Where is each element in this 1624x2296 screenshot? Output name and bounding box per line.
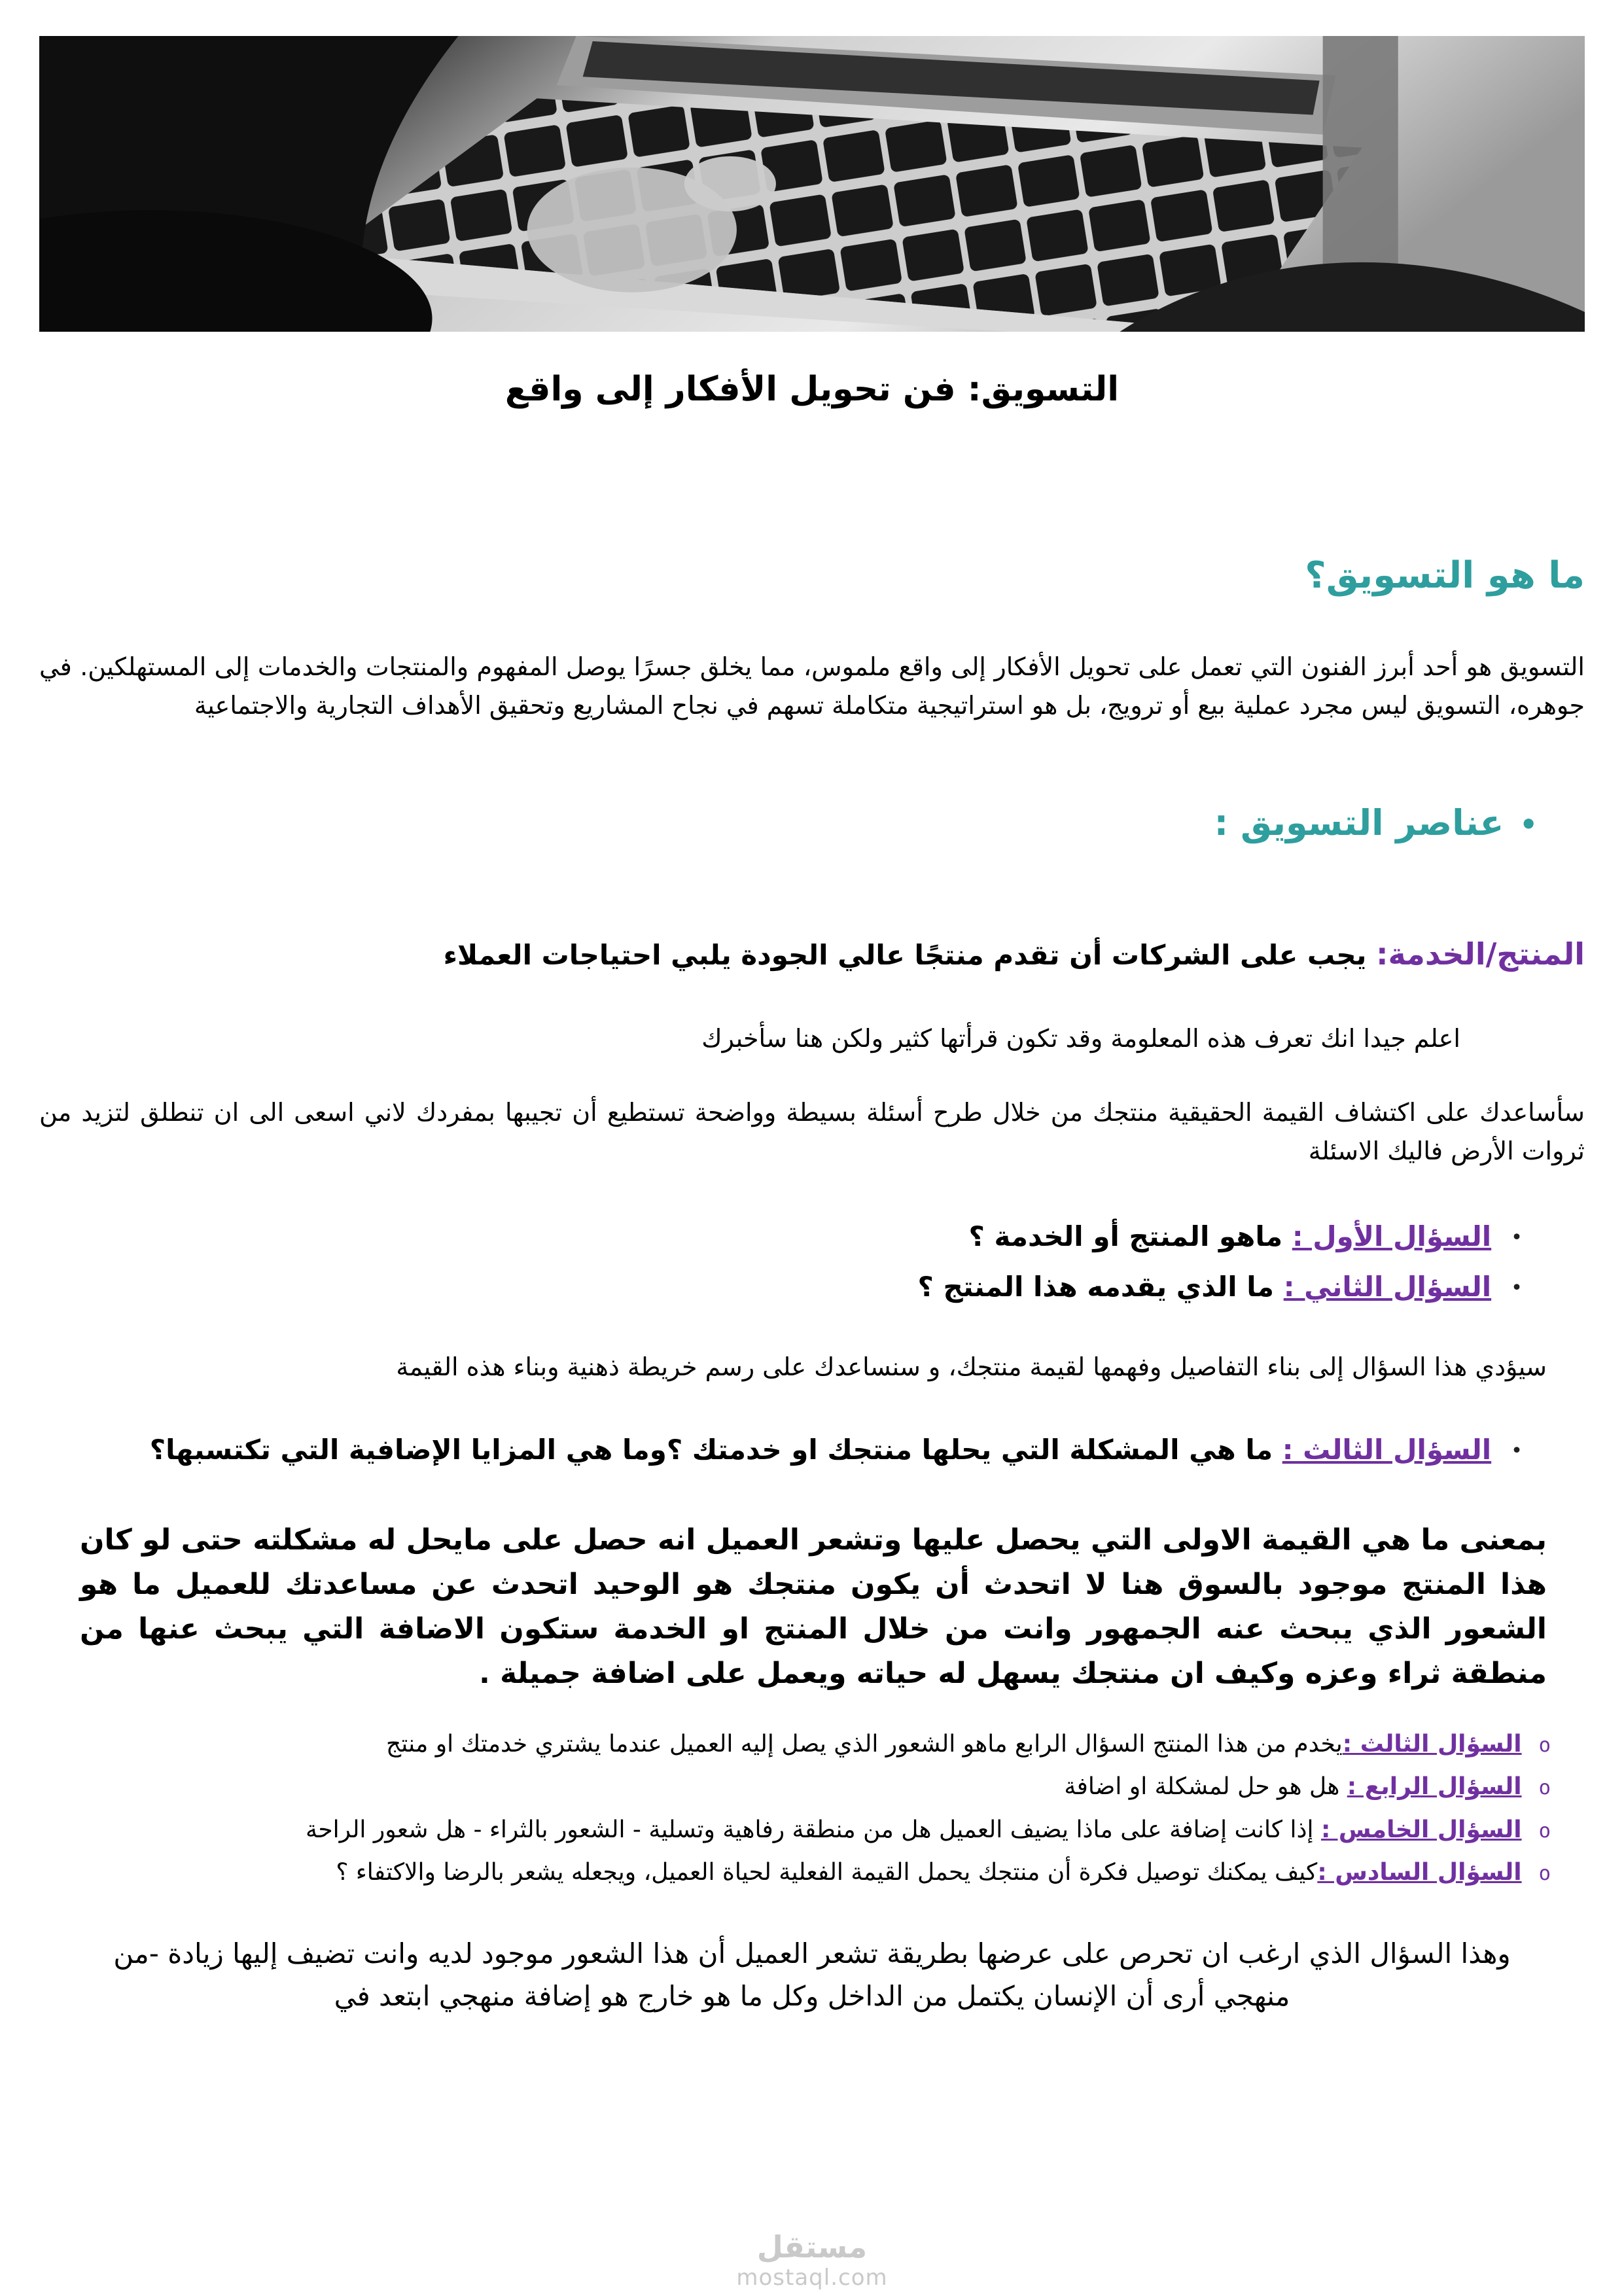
question-1-link[interactable]: السؤال الأول : bbox=[1292, 1220, 1492, 1252]
secondary-questions-list bbox=[39, 1725, 1585, 1892]
secondary-question-5-text: إذا كانت إضافة على ماذا يضيف العميل هل من منطقة رفاهية وتسلية - الشعور بالثراء - هل شعور الراحة bbox=[306, 1816, 1321, 1843]
bullet-icon: • bbox=[1511, 1226, 1523, 1249]
laptop-typing-photo bbox=[39, 36, 1585, 332]
product-service-label: المنتج/الخدمة: bbox=[1376, 936, 1585, 972]
secondary-question-6-link[interactable]: السؤال السادس : bbox=[1317, 1859, 1522, 1886]
question-1-text: ماهو المنتج أو الخدمة ؟ bbox=[968, 1220, 1292, 1252]
secondary-question-4-link[interactable]: السؤال الرابع : bbox=[1347, 1773, 1522, 1801]
question-2-text: ما الذي يقدمه هذا المنتج ؟ bbox=[917, 1270, 1284, 1303]
watermark-latin: mostaql.com bbox=[736, 2265, 888, 2291]
question-3-link[interactable]: السؤال الثالث : bbox=[1282, 1433, 1492, 1466]
marketing-elements-label: عناصر التسويق : bbox=[1214, 802, 1504, 843]
bullet-icon: • bbox=[1519, 809, 1538, 842]
list-item bbox=[39, 1811, 1551, 1849]
product-service-text: يجب على الشركات أن تقدم منتجًا عالي الجودة يلبي احتياجات العملاء bbox=[443, 938, 1377, 971]
third-question-list bbox=[39, 1428, 1585, 1471]
circle-bullet-icon: o bbox=[1538, 1776, 1551, 1800]
between-questions-note: سيؤدي هذا السؤال إلى بناء التفاصيل وفهمها لقيمة منتجك، و سنساعدك على رسم خريطة ذهنية وبناء هذه القيمة bbox=[396, 1352, 1547, 1381]
list-item bbox=[39, 1854, 1551, 1892]
value-explanation-paragraph: بمعنى ما هي القيمة الاولى التي يحصل عليها وتشعر العميل انه حصل على مايحل له مشكلته حتى لو كان هذا المنتج موجود بالسوق هنا لا اتحدث أن يكون منتجك هو الوحيد اتحدث عن مساعدتك للعميل ما هو الشعور الذي يبحث عنه الجمهور وانت من خلال المنتج او الخدمة ستكون الاضافة التي يبحث عنها من منطقة ثراء وعزه وكيف ان منتجك يسهل له حياته ويعمل على اضافة جميلة . bbox=[80, 1523, 1547, 1691]
help-intro-paragraph: سأساعدك على اكتشاف القيمة الحقيقية منتجك من خلال طرح أسئلة بسيطة وواضحة تستطيع أن تجيبها بمفردك لاني اسعى الى ان تنطلق لتزيد من ثروات الأرض فاليك الاسئلة bbox=[39, 1097, 1585, 1165]
question-3-text: ما هي المشكلة التي يحلها منتجك او خدمتك ؟وما هي المزايا الإضافية التي تكتسبها؟ bbox=[149, 1433, 1282, 1466]
product-service-line bbox=[39, 936, 1585, 972]
bullet-icon: • bbox=[1511, 1276, 1523, 1299]
secondary-question-5-link[interactable]: السؤال الخامس : bbox=[1320, 1816, 1522, 1843]
header-image bbox=[39, 36, 1585, 332]
secondary-question-6-text: كيف يمكنك توصيل فكرة أن منتجك يحمل القيمة الفعلية لحياة العميل، ويجعله يشعر بالرضا والاكتفاء ؟ bbox=[336, 1859, 1318, 1886]
bullet-icon: • bbox=[1511, 1439, 1523, 1462]
note-line: اعلم جيدا انك تعرف هذه المعلومة وقد تكون قرأتها كثير ولكن هنا سأخبرك bbox=[701, 1023, 1460, 1053]
secondary-question-4-text: هل هو حل لمشكلة او اضافة bbox=[1064, 1773, 1347, 1801]
list-item bbox=[39, 1215, 1523, 1258]
list-item bbox=[39, 1428, 1523, 1471]
circle-bullet-icon: o bbox=[1538, 1733, 1551, 1757]
section-heading-marketing-elements bbox=[39, 802, 1585, 843]
list-item bbox=[39, 1725, 1551, 1763]
watermark-arabic: مستقل bbox=[756, 2229, 868, 2265]
circle-bullet-icon: o bbox=[1538, 1819, 1551, 1843]
intro-paragraph: التسويق هو أحد أبرز الفنون التي تعمل على تحويل الأفكار إلى واقع ملموس، مما يخلق جسرًا يوصل المفهوم والمنتجات والخدمات إلى المستهلكين. في جوهره، التسويق ليس مجرد عملية بيع أو ترويج، بل هو استراتيجية متكاملة تسهم في نجاح المشاريع وتحقيق الأهداف التجارية والاجتماعية bbox=[39, 652, 1585, 720]
watermark bbox=[736, 2229, 887, 2291]
section-heading-what-is-marketing: ما هو التسويق؟ bbox=[1305, 554, 1585, 597]
secondary-question-3-link[interactable]: السؤال الثالث : bbox=[1342, 1730, 1522, 1757]
circle-bullet-icon: o bbox=[1538, 1862, 1551, 1886]
list-item bbox=[39, 1265, 1523, 1308]
list-item bbox=[39, 1768, 1551, 1806]
question-2-link[interactable]: السؤال الثاني : bbox=[1283, 1270, 1492, 1303]
primary-questions-list bbox=[39, 1215, 1585, 1308]
document-title: التسويق: فن تحويل الأفكار إلى واقع bbox=[504, 370, 1120, 409]
closing-paragraph: وهذا السؤال الذي ارغب ان تحرص على عرضها بطريقة تشعر العميل أن هذا الشعور موجود لديه وانت تضيف إليها زيادة -من منهجي أرى أن الإنسان يكتمل من الداخل وكل ما هو خارج هو إضافة منهجي ابتعد في bbox=[113, 1937, 1511, 2013]
secondary-question-3-text: يخدم من هذا المنتج السؤال الرابع ماهو الشعور الذي يصل إليه العميل عندما يشتري خدمتك او منتج bbox=[386, 1730, 1343, 1757]
